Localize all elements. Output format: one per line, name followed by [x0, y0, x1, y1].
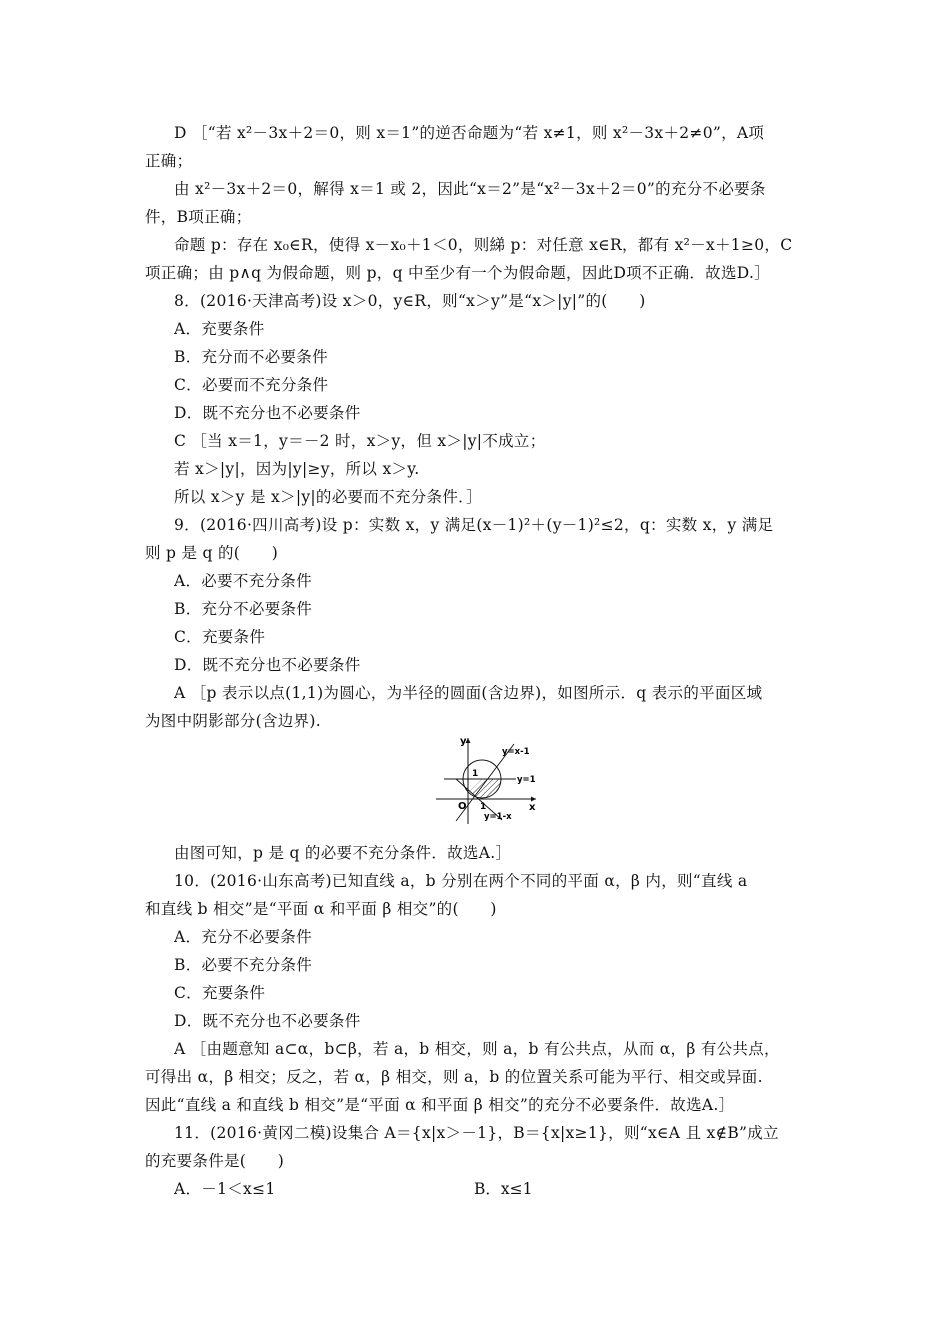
- question-stem: 11．(2016·黄冈二模)设集合 A＝{x|x＞－1}，B＝{x|x≥1}，则“x∈A 且 x∉B”成立: [174, 1124, 779, 1142]
- choice-b: B．x≤1: [474, 1180, 533, 1198]
- line3-label: y=1-x: [484, 812, 512, 822]
- text-line: 则 p 是 q 的( ): [145, 544, 279, 562]
- choice-a: A．－1＜x≤1: [174, 1180, 276, 1198]
- choice-b: B．必要不充分条件: [174, 956, 313, 974]
- x-axis-label: x: [529, 802, 536, 813]
- question-stem: 9．(2016·四川高考)设 p：实数 x，y 满足(x－1)²＋(y－1)²≤2，q：实数 x，y 满足: [174, 516, 774, 534]
- text-line: 由 x²－3x＋2＝0，解得 x＝1 或 2，因此“x＝2”是“x²－3x＋2＝0”的充分不必要条: [174, 180, 766, 198]
- answer-line: A ［由题意知 a⊂α，b⊂β，若 a，b 相交，则 a，b 有公共点，从而 α，β 有公共点，: [174, 1040, 780, 1058]
- text-line: 若 x＞|y|，因为|y|≥y，所以 x＞y.: [174, 460, 420, 478]
- y-axis-label: y: [460, 736, 467, 747]
- text-line: 的充要条件是( ): [145, 1152, 285, 1170]
- line2-label: y=1: [517, 775, 536, 785]
- line1-label: y=x-1: [502, 747, 530, 757]
- x-arrow-icon: [531, 797, 536, 802]
- text-line: D ［“若 x²－3x＋2＝0，则 x＝1”的逆否命题为“若 x≠1，则 x²－3x＋2≠0”，A项: [174, 124, 765, 142]
- choice-d: D．既不充分也不必要条件: [174, 656, 361, 674]
- text-line: 所以 x＞y 是 x＞|y|的必要而不充分条件．］: [174, 488, 482, 506]
- choice-c: C．充要条件: [174, 984, 266, 1002]
- text-line: 可得出 α，β 相交；反之，若 α，β 相交，则 a，b 的位置关系可能为平行、相交或异面.: [145, 1068, 763, 1086]
- answer-line: C ［当 x＝1，y＝－2 时，x＞y，但 x＞|y|不成立；: [174, 432, 546, 450]
- text-line: 项正确；由 p∧q 为假命题，则 p，q 中至少有一个为假命题，因此D项不正确．故选D.］: [145, 264, 770, 282]
- choice-a: A．充要条件: [174, 320, 265, 338]
- choice-b: B．充分不必要条件: [174, 600, 313, 618]
- choice-c: C．必要而不充分条件: [174, 376, 329, 394]
- answer-line: A ［p 表示以点(1,1)为圆心，为半径的圆面(含边界)，如图所示．q 表示的平面区域: [174, 684, 763, 702]
- text-line: 和直线 b 相交”是“平面 α 和平面 β 相交”的( ): [145, 900, 497, 918]
- y-tick-label: 1: [472, 769, 479, 779]
- text-line: 件，B项正确；: [145, 208, 252, 226]
- choice-a: A．充分不必要条件: [174, 928, 312, 946]
- question-stem: 8．(2016·天津高考)设 x＞0，y∈R，则“x＞y”是“x＞|y|”的( ): [174, 292, 646, 310]
- text-line: 因此“直线 a 和直线 b 相交”是“平面 α 和平面 β 相交”的充分不必要条件．故选A.］: [145, 1096, 735, 1114]
- choice-b: B．充分而不必要条件: [174, 348, 328, 366]
- text-line: 为图中阴影部分(含边界).: [145, 712, 321, 730]
- text-line: 由图可知，p 是 q 的必要不充分条件．故选A.］: [174, 844, 512, 862]
- origin-label: O: [458, 801, 467, 812]
- region-diagram: [436, 734, 540, 824]
- choice-a: A．必要不充分条件: [174, 572, 312, 590]
- choice-d: D．既不充分也不必要条件: [174, 404, 361, 422]
- choice-d: D．既不充分也不必要条件: [174, 1012, 361, 1030]
- question-stem: 10．(2016·山东高考)已知直线 a，b 分别在两个不同的平面 α，β 内，则“直线 a: [174, 872, 748, 890]
- choice-c: C．充要条件: [174, 628, 266, 646]
- text-line: 命题 p：存在 x₀∈R，使得 x－x₀＋1＜0，则綈 p：对任意 x∈R，都有 x²－x＋1≥0，C: [174, 236, 793, 254]
- x-tick-label: 1: [480, 802, 487, 812]
- text-line: 正确；: [145, 152, 193, 170]
